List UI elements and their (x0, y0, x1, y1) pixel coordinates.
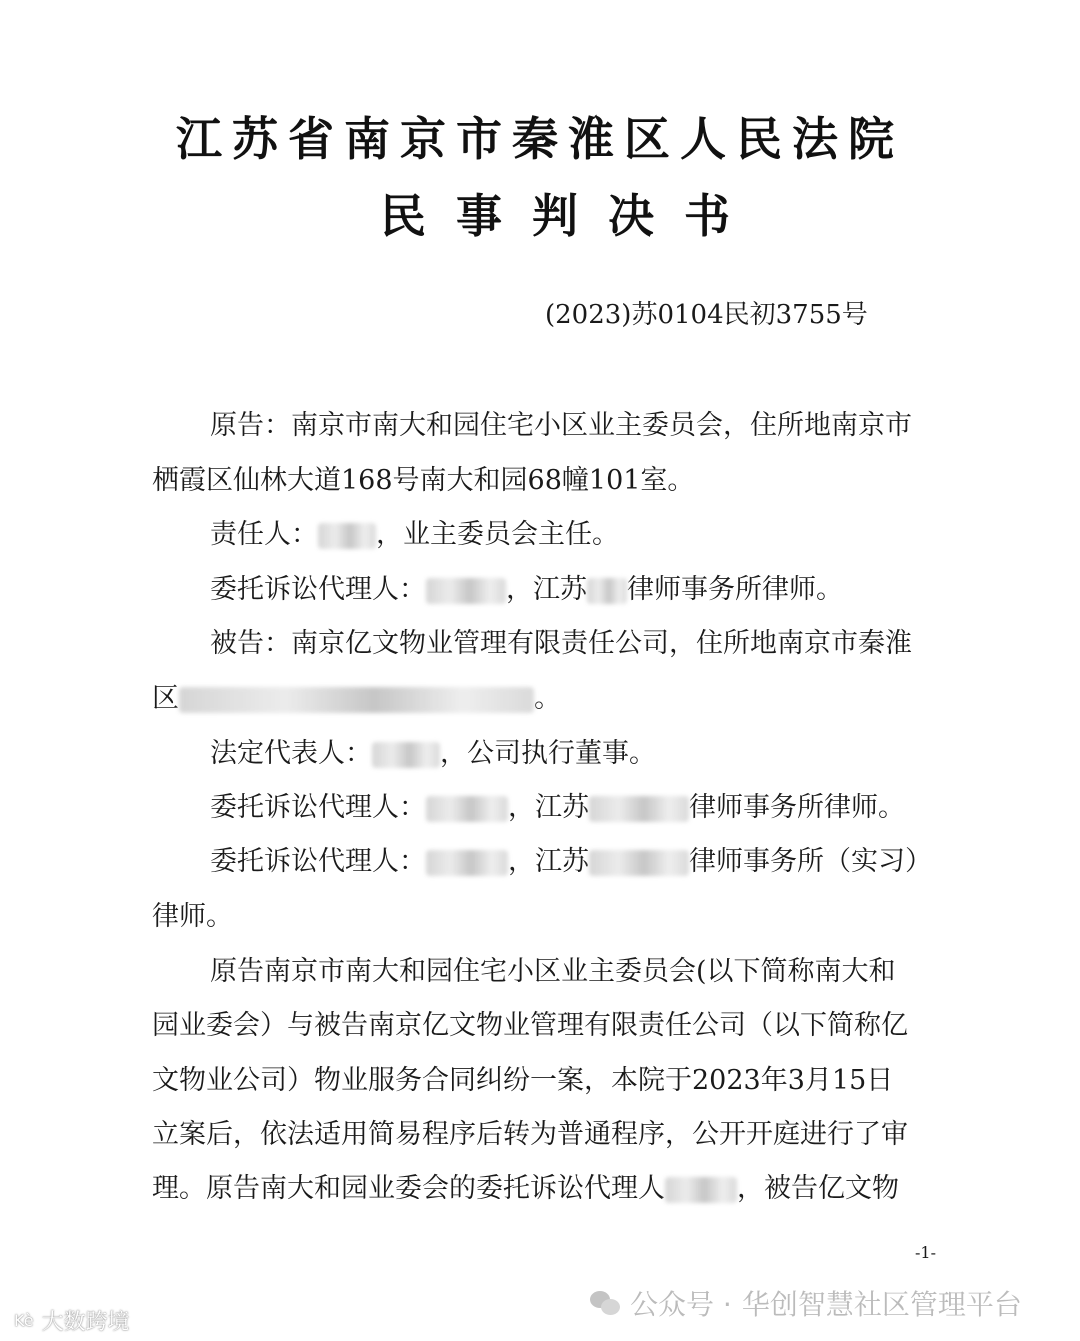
text: 律师事务所律师。 (689, 792, 905, 823)
text: ，公司执行董事。 (440, 738, 656, 769)
agent-line-cont: 律师。 (152, 901, 233, 932)
wechat-icon (590, 1289, 620, 1317)
text: ，江苏 (508, 846, 589, 877)
redacted-firm (587, 578, 627, 604)
redacted-address (179, 687, 534, 713)
redacted-name (372, 742, 440, 768)
legal-rep-line (210, 736, 656, 772)
text: 。 (534, 683, 561, 714)
redacted-name (426, 578, 506, 604)
defendant-line-1: 被告：南京亿文物业管理有限责任公司，住所地南京市秦淮 (210, 628, 912, 659)
body-line-4: 立案后，依法适用简易程序后转为普通程序，公开开庭进行了审 (152, 1119, 908, 1150)
redacted-name (665, 1177, 737, 1203)
redacted-firm (589, 796, 689, 822)
label: 责任人： (210, 519, 318, 550)
body-line-2: 园业委会）与被告南京亿文物业管理有限责任公司（以下简称亿 (152, 1010, 908, 1041)
label: 法定代表人： (210, 738, 372, 769)
redacted-name (426, 796, 508, 822)
redacted-name (426, 850, 508, 876)
plaintiff-line-2: 栖霞区仙林大道168号南大和园68幢101室。 (152, 465, 695, 496)
text: 区 (152, 683, 179, 714)
text: ，江苏 (506, 574, 587, 605)
text: ，江苏 (508, 792, 589, 823)
watermark-label: 公众号 · (630, 1288, 732, 1321)
watermark-right (590, 1283, 1022, 1323)
text: 理。原告南大和园业委会的委托诉讼代理人 (152, 1173, 665, 1204)
page-number: -1- (915, 1243, 936, 1262)
text: 律师事务所律师。 (627, 574, 843, 605)
label: 委托诉讼代理人： (210, 574, 426, 605)
body-line-5 (152, 1171, 899, 1207)
defendant-agent-line-1 (210, 790, 905, 826)
case-number: (2023)苏0104民初3755号 (545, 300, 868, 330)
redacted-name (318, 523, 376, 549)
court-title: 江苏省南京市秦淮区人民法院 (176, 112, 904, 166)
label: 委托诉讼代理人： (210, 792, 426, 823)
plaintiff-line-1: 原告：南京市南大和园住宅小区业主委员会，住所地南京市 (210, 410, 912, 441)
body-line-1: 原告南京市南大和园住宅小区业主委员会(以下简称南大和 (210, 956, 896, 987)
text: 律师事务所（实习） (689, 846, 932, 877)
watermark-logo: Kè (10, 1310, 38, 1331)
watermark-left-text: 大数跨境 (41, 1310, 130, 1335)
watermark-left (10, 1305, 130, 1336)
text: ，业主委员会主任。 (376, 519, 619, 550)
label: 委托诉讼代理人： (210, 846, 426, 877)
watermark-account-name: 华创智慧社区管理平台 (741, 1288, 1022, 1321)
body-line-3: 文物业公司）物业服务合同纠纷一案，本院于2023年3月15日 (152, 1065, 894, 1096)
plaintiff-agent-line (210, 572, 843, 608)
redacted-firm (589, 850, 689, 876)
document-title: 民事判决书 (380, 189, 760, 243)
defendant-line-2 (152, 681, 561, 717)
text: ，被告亿文物 (737, 1173, 899, 1204)
responsible-person-line (210, 517, 619, 553)
defendant-agent-line-2 (210, 844, 932, 880)
